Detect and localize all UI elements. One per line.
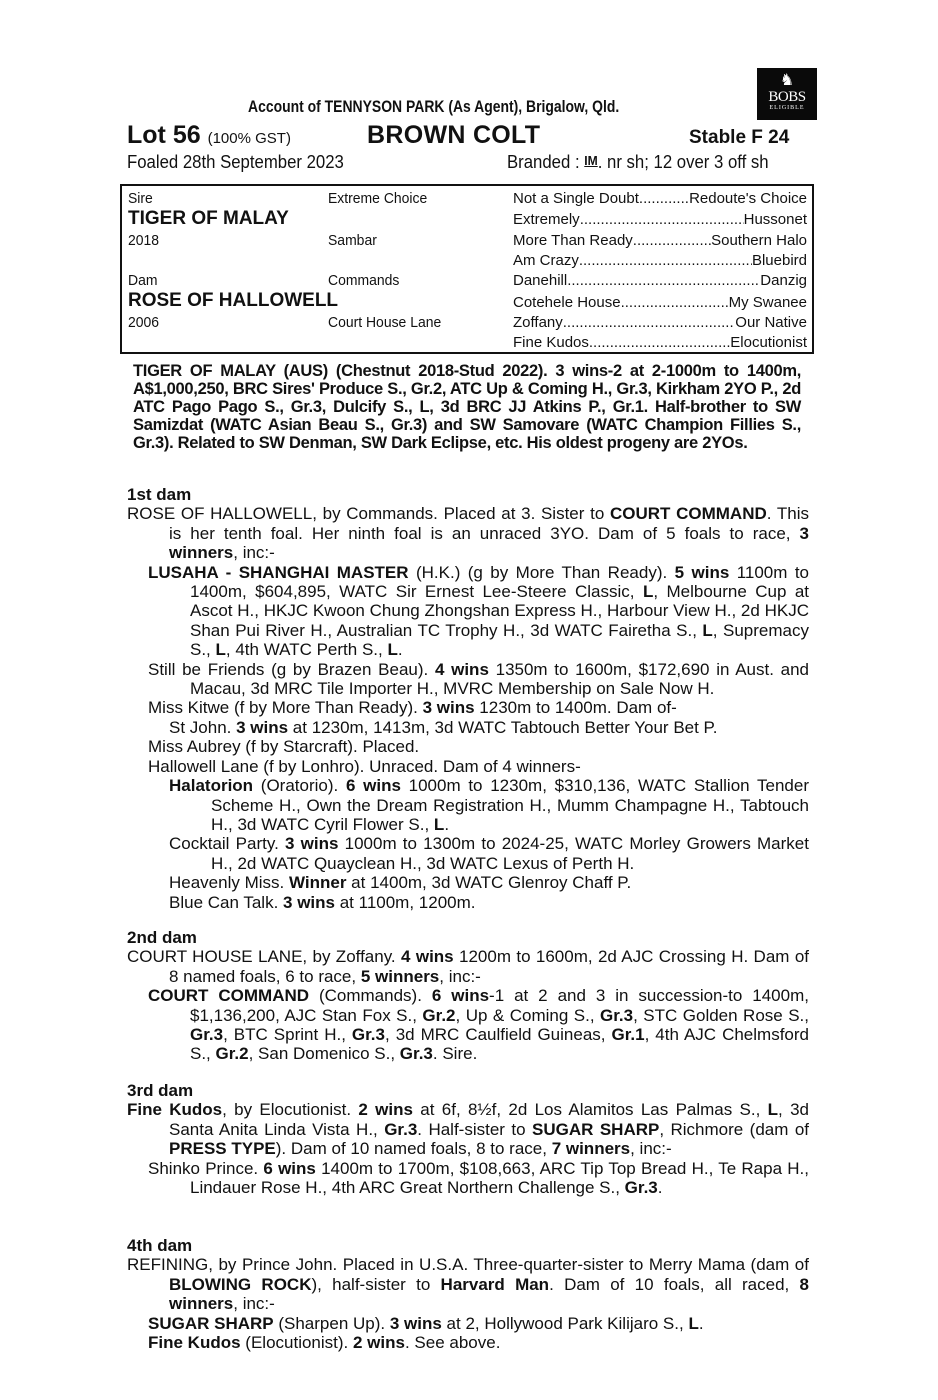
text: , 4th WATC Perth S., xyxy=(225,640,388,660)
grade: Gr.1 xyxy=(611,1025,645,1045)
text: , STC Golden Rose S., xyxy=(633,1005,809,1025)
text: , by Elocutionist. xyxy=(222,1100,359,1120)
wins: 5 wins xyxy=(674,562,730,582)
text: , inc:- xyxy=(233,1294,275,1314)
text: ), half-sister to xyxy=(311,1274,441,1294)
pedigree-line xyxy=(513,211,807,228)
horse-name: COURT COMMAND xyxy=(609,504,767,524)
wins: 4 wins xyxy=(434,659,489,679)
dam-intro xyxy=(127,1100,809,1158)
horse-name: SUGAR SHARP xyxy=(148,1313,274,1333)
text: , BTC Sprint H., xyxy=(223,1025,352,1045)
text: Blue Can Talk. xyxy=(169,892,284,912)
horse-name: PRESS TYPE xyxy=(169,1139,276,1159)
foaled-date: Foaled 28th September 2023 xyxy=(127,152,344,172)
horse-description: BROWN COLT xyxy=(367,121,541,149)
text: . xyxy=(698,1313,704,1333)
second-dam-section xyxy=(127,928,809,1064)
wins: 3 wins xyxy=(283,892,335,912)
text: REFINING, by Prince John. Placed in U.S.A. Three-quarter-sister to Merry Mama (dam of xyxy=(127,1255,809,1275)
pedigree-line xyxy=(513,190,807,207)
section-heading: 2nd dam xyxy=(127,928,197,947)
text: . Half-sister to xyxy=(417,1119,532,1139)
text: (Commands). xyxy=(309,986,432,1006)
text: , 3d Santa Anita Linda Vista H., xyxy=(169,1100,809,1139)
grade: L xyxy=(767,1100,779,1120)
first-dam-section xyxy=(127,485,809,912)
progeny-entry xyxy=(127,718,809,737)
dam-sire: Commands xyxy=(328,272,400,289)
dam-intro xyxy=(127,504,809,562)
wins: 6 wins xyxy=(431,986,490,1006)
text: ROSE OF HALLOWELL, by Commands. Placed at 3. Sister to xyxy=(127,504,610,524)
progeny-entry xyxy=(127,563,809,660)
text: , 3d MRC Caulfield Guineas, xyxy=(385,1025,612,1045)
grade: Gr.3 xyxy=(600,1005,634,1025)
sire-sire: Extreme Choice xyxy=(328,190,428,207)
sire-summary: TIGER OF MALAY (AUS) (Chestnut 2018-Stud 2022). 3 wins-2 at 2-1000m to 1400m, A$1,000,250, BRC Sires' Produce S., Gr.2, ATC Up & Coming H., Gr.3, Kirkham 2YO P., 2d ATC Pago Pago S., Gr.3, Dulcify S., L, 3d BRC JJ Atkins P., Gr.1. Half-brother to SW Samizdat (WATC Asian Beau S., Gr.3) and SW Samovare (WATC Champion Fillies S., Gr.3). Related to SW Denman, SW Dark Eclipse, etc. His oldest progeny are 2YOs. xyxy=(133,362,801,452)
sire-label: Sire xyxy=(128,190,153,207)
ancestor-sire: Bluebird xyxy=(751,252,807,269)
text: 1100m to 1400m, $604,895, WATC Sir Ernest Lee-Steere Classic, xyxy=(190,562,810,602)
progeny-entry xyxy=(127,893,809,912)
sire-name: TIGER OF MALAY xyxy=(128,208,289,229)
horse-name: Halatorion xyxy=(169,776,254,796)
bobs-eligible-logo xyxy=(757,68,817,120)
ancestor-sire: Hussonet xyxy=(743,211,807,228)
text: . xyxy=(444,814,450,834)
dam-dam: Court House Lane xyxy=(328,314,442,331)
text: Miss Kitwe (f by More Than Ready). xyxy=(148,698,423,718)
dam-label: Dam xyxy=(128,272,158,289)
text: . See above. xyxy=(404,1333,501,1353)
text: (Oratorio). xyxy=(253,776,346,796)
wins: 3 wins xyxy=(422,698,475,718)
pedigree-table xyxy=(120,184,814,354)
wins: 2 wins xyxy=(358,1100,413,1120)
text: . Dam of 10 foals, all raced, xyxy=(549,1274,800,1294)
text: (Elocutionist). xyxy=(240,1333,353,1353)
text: at 1100m, 1200m. xyxy=(335,892,476,912)
grade: Gr.2 xyxy=(215,1044,249,1064)
text: , inc:- xyxy=(439,966,481,986)
wins: 3 wins xyxy=(389,1313,442,1333)
progeny-entry: Hallowell Lane (f by Lonhro). Unraced. Dam of 4 winners- xyxy=(148,756,581,776)
horse-name: Harvard Man xyxy=(440,1274,550,1294)
lot-label: Lot 56 xyxy=(127,121,201,149)
grade: L xyxy=(702,620,713,640)
ancestor-sire: My Swanee xyxy=(728,294,807,311)
horse-head-icon: ♞ xyxy=(779,72,795,89)
grade: L xyxy=(642,582,654,602)
grade: L xyxy=(433,814,445,834)
stable-location: Stable F 24 xyxy=(689,127,790,148)
horse-name: Fine Kudos xyxy=(148,1333,241,1353)
progeny-entry xyxy=(127,1333,809,1352)
text: , Melbourne Cup at Ascot H., HKJC Kwoon Chung Zhongshan Express H., Harbour View H., 2d HKJC Shan Pui River H., Australian TC Trophy H., 3d WATC Fairetha S., xyxy=(190,582,809,640)
pedigree-line xyxy=(513,294,807,311)
winners-count: 5 winners xyxy=(360,966,440,986)
pedigree-line xyxy=(513,232,807,249)
grade: Gr.3 xyxy=(384,1119,418,1139)
text: Heavenly Miss. xyxy=(169,873,289,893)
text: COURT HOUSE LANE, by Zoffany. xyxy=(127,947,402,967)
text: ). Dam of 10 named foals, 8 to race, xyxy=(275,1139,552,1159)
text: Still be Friends (g by Brazen Beau). xyxy=(148,659,435,679)
text: (H.K.) (g by More Than Ready). xyxy=(408,562,675,582)
ancestor: More Than Ready xyxy=(513,232,633,249)
winners-count: 8 winners xyxy=(169,1274,810,1314)
grade: Gr.3 xyxy=(351,1025,385,1045)
ancestor: Fine Kudos xyxy=(513,334,589,351)
vendor-account: Account of TENNYSON PARK (As Agent), Brigalow, Qld. xyxy=(248,97,620,116)
text: 1200m to 1600m, 2d AJC Crossing H. Dam of 8 named foals, 6 to race, xyxy=(169,947,809,986)
grade: Gr.3 xyxy=(399,1044,433,1064)
sire-dam: Sambar xyxy=(328,232,377,249)
horse-name: Fine Kudos xyxy=(127,1100,223,1120)
winners-count: 3 winners xyxy=(169,523,809,563)
dam-intro xyxy=(127,1255,809,1313)
gst-note: (100% GST) xyxy=(207,130,291,147)
sire-year: 2018 xyxy=(128,232,160,249)
text: , Up & Coming S., xyxy=(455,1005,601,1025)
ancestor: Am Crazy xyxy=(513,252,579,269)
grade: Gr.2 xyxy=(422,1005,456,1025)
text: 1350m to 1600m, $172,690 in Aust. and Macau, 3d MRC Tile Importer H., MVRC Membership on Sale Now H. xyxy=(190,659,809,699)
text: Shinko Prince. xyxy=(148,1158,264,1178)
text: . xyxy=(657,1178,663,1198)
ancestor-sire: Southern Halo xyxy=(711,232,807,249)
ancestor-sire: Danzig xyxy=(760,272,807,289)
text: , 4th AJC Chelmsford S., xyxy=(190,1025,809,1064)
wins: 6 wins xyxy=(345,776,401,796)
text: Cocktail Party. xyxy=(169,834,285,854)
text: -1 at 2 and 3 in succession-to 1400m, $1,136,200, AJC Stan Fox S., xyxy=(190,986,809,1025)
horse-name: LUSAHA - SHANGHAI MASTER xyxy=(148,562,409,582)
ancestor-sire: Elocutionist xyxy=(730,334,807,351)
text: , inc:- xyxy=(233,543,275,563)
text: 1000m to 1230m, $310,136, WATC Stallion Tender Scheme H., Own the Dream Registration H., Mumm Champagne H., Tabtouch H., 3d WATC Cyril Flower S., xyxy=(211,776,809,834)
horse-name: SUGAR SHARP xyxy=(532,1119,660,1139)
section-heading: 4th dam xyxy=(127,1236,193,1255)
text: . xyxy=(397,640,403,660)
winners-count: 7 winners xyxy=(551,1139,631,1159)
progeny-entry xyxy=(127,698,809,717)
text: at 6f, 8½f, 2d Los Alamitos Las Palmas S., xyxy=(412,1100,768,1120)
wins: Winner xyxy=(288,873,347,893)
text: at 2, Hollywood Park Kilijaro S., xyxy=(441,1313,689,1333)
pedigree-line xyxy=(513,252,807,269)
text: 1000m to 1300m to 2024-25, WATC Morley Growers Market H., 2d WATC Quayclean H., 3d WATC Lexus of Perth H. xyxy=(211,834,809,873)
wins: 2 wins xyxy=(353,1333,405,1353)
wins: 4 wins xyxy=(401,947,454,967)
text: (Sharpen Up). xyxy=(273,1313,390,1333)
text: 1400m to 1700m, $108,663, ARC Tip Top Bread H., Te Rapa H., Lindauer Rose H., 4th ARC Great Northern Challenge S., xyxy=(190,1158,810,1198)
wins: 3 wins xyxy=(285,834,339,854)
text: , inc:- xyxy=(630,1139,672,1159)
wins: 6 wins xyxy=(263,1158,316,1178)
ancestor: Cotehele House xyxy=(513,294,621,311)
third-dam-section xyxy=(127,1081,809,1197)
ancestor-sire: Redoute's Choice xyxy=(689,190,807,207)
text: . Sire. xyxy=(432,1044,478,1064)
grade: L xyxy=(215,640,226,660)
progeny-entry xyxy=(127,660,809,699)
text: St John. xyxy=(169,717,237,737)
ancestor: Extremely xyxy=(513,211,580,228)
ancestor: Danehill xyxy=(513,272,568,289)
grade: Gr.3 xyxy=(624,1178,658,1198)
dam-intro xyxy=(127,947,809,986)
wins: 3 wins xyxy=(236,717,289,737)
section-heading: 1st dam xyxy=(127,485,192,504)
horse-name: BLOWING ROCK xyxy=(169,1274,312,1294)
branded-detail: . nr sh; 12 over 3 off sh xyxy=(597,152,769,172)
text: at 1400m, 3d WATC Glenroy Chaff P. xyxy=(346,873,632,893)
grade: L xyxy=(387,640,398,660)
text: , Richmore (dam of xyxy=(659,1119,810,1139)
text: 1230m to 1400m. Dam of- xyxy=(474,698,677,718)
progeny-entry xyxy=(127,834,809,873)
progeny-entry xyxy=(127,873,809,892)
progeny-entry xyxy=(127,1314,809,1333)
pedigree-line xyxy=(513,314,807,331)
text: . This is her tenth foal. Her ninth foal is an unraced 3YO. Dam of 5 foals to race, xyxy=(169,504,809,543)
horse-name: COURT COMMAND xyxy=(148,986,310,1006)
lot-number xyxy=(127,121,291,150)
grade: Gr.3 xyxy=(190,1025,224,1045)
section-heading: 3rd dam xyxy=(127,1081,194,1100)
pedigree-line xyxy=(513,334,807,351)
ancestor-sire: Our Native xyxy=(735,314,807,331)
text: at 1230m, 1413m, 3d WATC Tabtouch Better Your Bet P. xyxy=(288,717,718,737)
progeny-entry xyxy=(127,1159,809,1198)
brand-mark-icon: IM xyxy=(584,153,598,168)
dam-year: 2006 xyxy=(128,314,160,331)
fourth-dam-section xyxy=(127,1236,809,1352)
text: , San Domenico S., xyxy=(248,1044,400,1064)
progeny-entry xyxy=(127,986,809,1064)
text: , Supremacy S., xyxy=(190,620,809,660)
progeny-entry xyxy=(127,776,809,834)
brand-info xyxy=(507,152,769,173)
dam-name: ROSE OF HALLOWELL xyxy=(128,290,339,311)
grade: L xyxy=(688,1313,699,1333)
logo-subtext: ELIGIBLE xyxy=(769,105,805,111)
branded-label: Branded : xyxy=(507,152,580,172)
progeny-entry: Miss Aubrey (f by Starcraft). Placed. xyxy=(148,737,420,757)
ancestor: Zoffany xyxy=(513,314,563,331)
pedigree-line xyxy=(513,272,807,289)
logo-text: BOBS xyxy=(768,89,806,105)
ancestor: Not a Single Doubt xyxy=(513,190,639,207)
